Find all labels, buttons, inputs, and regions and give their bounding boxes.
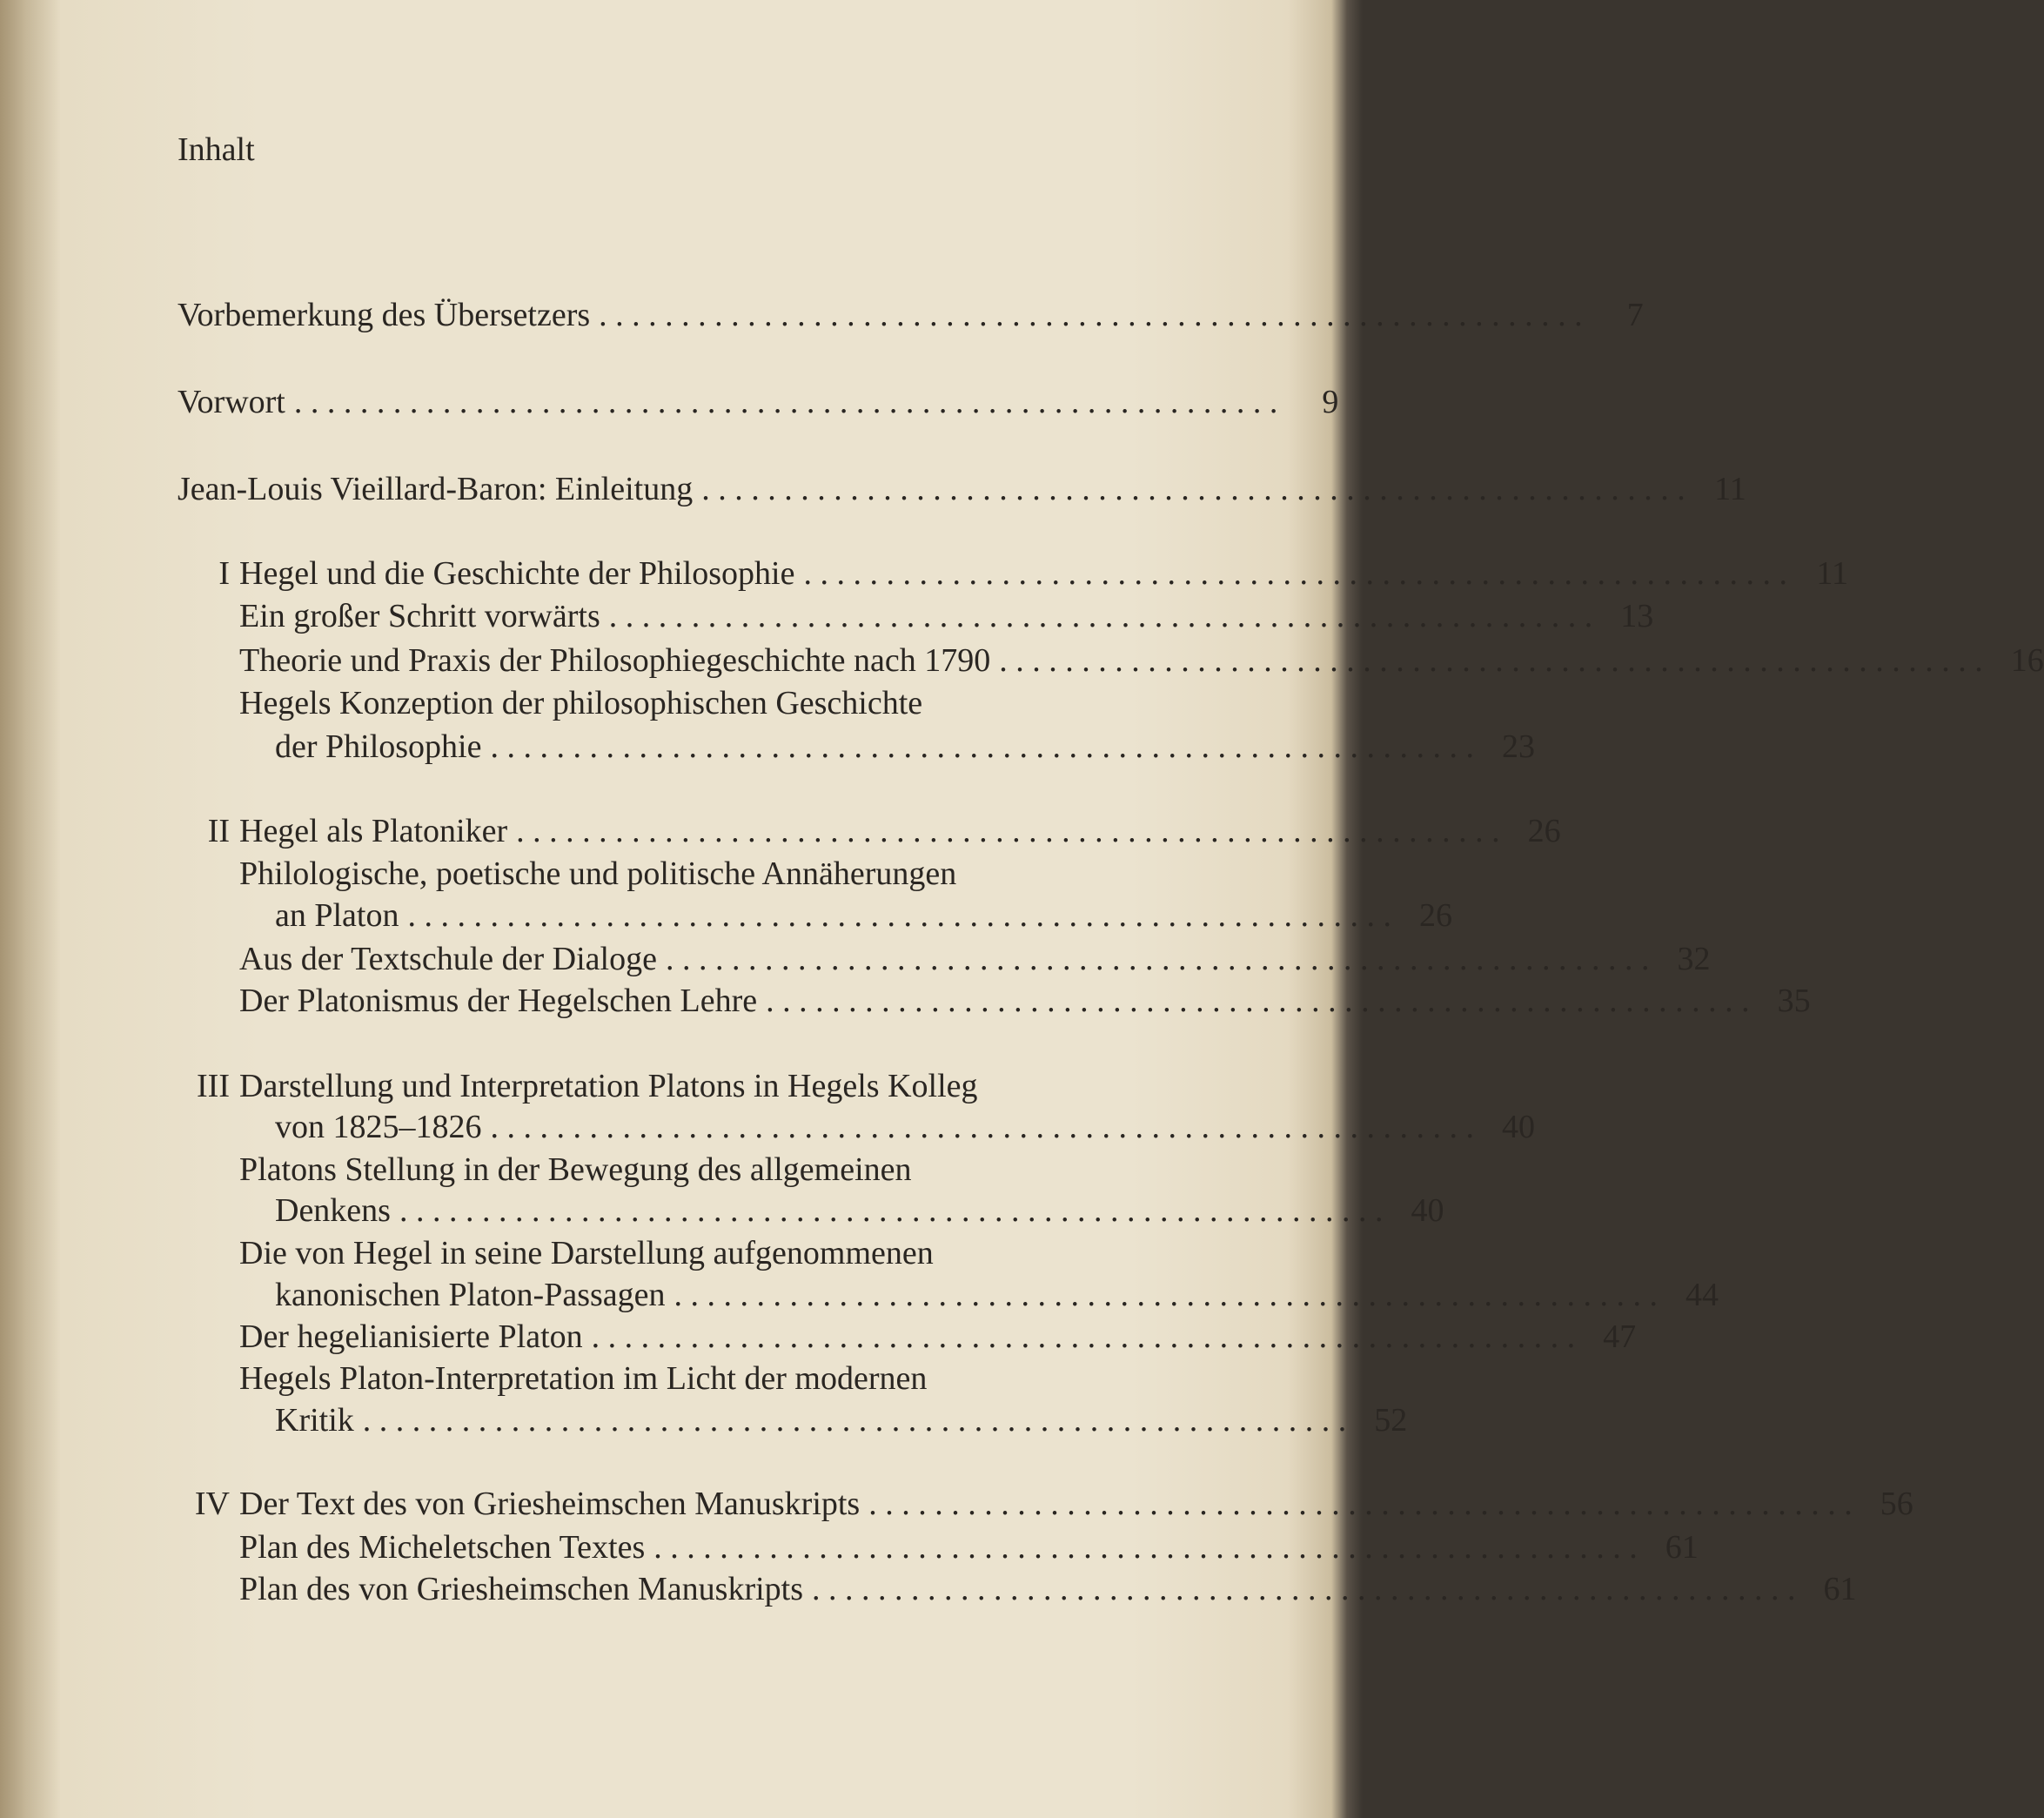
chapter-numeral: I [218, 555, 230, 592]
entry-title: Ein großer Schritt vorwärts [239, 598, 600, 634]
entry-title: Hegels Platon-Interpretation im Licht der modernen [239, 1360, 928, 1397]
toc-entry [0, 809, 1561, 853]
entry-title: Hegels Konzeption der philosophischen Geschichte [239, 685, 923, 721]
toc-entry-continuation [0, 1273, 1719, 1317]
entry-title: kanonischen Platon-Passagen [275, 1277, 666, 1313]
entry-title: von 1825–1826 [275, 1109, 482, 1145]
entry-title: Plan des von Griesheimschen Manuskripts [239, 1571, 804, 1607]
entry-title: Der hegelianisierte Platon [239, 1318, 583, 1355]
toc-entry-continuation [0, 1189, 1444, 1232]
toc-entry [0, 1482, 1913, 1526]
entry-title: Philologische, poetische und politische Annäherungen [239, 855, 957, 892]
entry-title: Vorwort [178, 384, 285, 420]
toc-entry [0, 937, 1711, 981]
entry-title: Der Text des von Griesheimschen Manuskripts [239, 1486, 861, 1522]
toc-entry [0, 552, 1848, 595]
page-number: 32 [1677, 941, 1711, 977]
dot-leader: . . . . . . . . . . . . . . . . . . . . . . . . . . . . . . . . . . . . . . . . . . . . . . . . . . . . . . . . . . . . [766, 983, 1750, 1019]
toc-entry [0, 293, 1644, 337]
toc-entry [0, 1357, 1246, 1400]
page-number: 11 [1714, 471, 1746, 507]
dot-leader: . . . . . . . . . . . . . . . . . . . . . . . . . . . . . . . . . . . . . . . . . . . . . . . . . . . . . . . . . . . . [868, 1486, 1853, 1522]
page-number: 44 [1685, 1277, 1719, 1313]
toc-entry-continuation [0, 1399, 1408, 1442]
dot-leader: . . . . . . . . . . . . . . . . . . . . . . . . . . . . . . . . . . . . . . . . . . . . . . . . . . . . . . . . . . . . [608, 598, 1593, 634]
page-number: 40 [1411, 1192, 1444, 1229]
page-number: 23 [1501, 728, 1535, 765]
entry-title: Hegel als Platoniker [239, 813, 508, 849]
toc-entry-continuation [0, 1105, 1535, 1149]
toc-entry [0, 1526, 1699, 1569]
entry-title: Der Platonismus der Hegelschen Lehre [239, 983, 758, 1019]
toc-entry [0, 852, 1246, 896]
entry-title: Denkens [275, 1192, 391, 1229]
toc-entry [0, 380, 1339, 424]
page-number: 26 [1527, 813, 1561, 849]
entry-title: der Philosophie [275, 728, 482, 765]
page-number: 52 [1374, 1402, 1408, 1439]
toc-entry [0, 1567, 1857, 1611]
dot-leader: . . . . . . . . . . . . . . . . . . . . . . . . . . . . . . . . . . . . . . . . . . . . . . . . . . . . . . . . . . . . [674, 1277, 1659, 1313]
toc-heading: Inhalt [178, 131, 255, 168]
entry-title: Kritik [275, 1402, 354, 1439]
entry-title: Plan des Micheletschen Textes [239, 1529, 646, 1566]
toc-entry [0, 1231, 1246, 1275]
chapter-numeral: II [207, 813, 230, 849]
toc-entry [0, 681, 1246, 725]
toc-entry [0, 467, 1746, 511]
dot-leader: . . . . . . . . . . . . . . . . . . . . . . . . . . . . . . . . . . . . . . . . . . . . . . . . . . . . . . . . . . . . [490, 728, 1474, 765]
dot-leader: . . . . . . . . . . . . . . . . . . . . . . . . . . . . . . . . . . . . . . . . . . . . . . . . . . . . . . . . . . . . [999, 642, 1983, 679]
page-number: 26 [1418, 897, 1452, 934]
page-number: 47 [1603, 1318, 1637, 1355]
dot-leader: . . . . . . . . . . . . . . . . . . . . . . . . . . . . . . . . . . . . . . . . . . . . . . . . . . . . . . . . . . . . [599, 297, 1583, 333]
dot-leader: . . . . . . . . . . . . . . . . . . . . . . . . . . . . . . . . . . . . . . . . . . . . . . . . . . . . . . . . . . . . [516, 813, 1500, 849]
toc-entry [0, 979, 1811, 1023]
toc-entry-continuation [0, 725, 1535, 768]
dot-leader: . . . . . . . . . . . . . . . . . . . . . . . . . . . . . . . . . . . . . . . . . . . . . . . . . . . . . . . . . . . . [362, 1402, 1347, 1439]
toc-entry [0, 1148, 1246, 1191]
page-number: 16 [2010, 642, 2044, 679]
dot-leader: . . . . . . . . . . . . . . . . . . . . . . . . . . . . . . . . . . . . . . . . . . . . . . . . . . . . . . . . . . . . [812, 1571, 1796, 1607]
entry-title: Vorbemerkung des Übersetzers [178, 297, 591, 333]
page-number: 56 [1880, 1486, 1913, 1522]
toc-entry [0, 594, 1654, 638]
dot-leader: . . . . . . . . . . . . . . . . . . . . . . . . . . . . . . . . . . . . . . . . . . . . . . . . . . . . . . . . . . . . [665, 941, 1650, 977]
dot-leader: . . . . . . . . . . . . . . . . . . . . . . . . . . . . . . . . . . . . . . . . . . . . . . . . . . . . . . . . . . . . [803, 555, 1787, 592]
page-number: 9 [1322, 384, 1339, 420]
toc-entry [0, 1315, 1637, 1358]
page-number: 35 [1777, 983, 1811, 1019]
dot-leader: . . . . . . . . . . . . . . . . . . . . . . . . . . . . . . . . . . . . . . . . . . . . . . . . . . . . . . . . . . . . [407, 897, 1391, 934]
entry-title: Die von Hegel in seine Darstellung aufgenommenen [239, 1235, 934, 1271]
page-number: 61 [1665, 1529, 1699, 1566]
toc-entry-continuation [0, 894, 1452, 937]
page-number: 11 [1816, 555, 1848, 592]
dot-leader: . . . . . . . . . . . . . . . . . . . . . . . . . . . . . . . . . . . . . . . . . . . . . . . . . . . . . . . . . . . . [653, 1529, 1638, 1566]
entry-title: Aus der Textschule der Dialoge [239, 941, 657, 977]
entry-title: Hegel und die Geschichte der Philosophie [239, 555, 795, 592]
dot-leader: . . . . . . . . . . . . . . . . . . . . . . . . . . . . . . . . . . . . . . . . . . . . . . . . . . . . . . . . . . . . [293, 384, 1278, 420]
page-number: 13 [1620, 598, 1654, 634]
toc-entry [0, 639, 2044, 682]
entry-title: Jean-Louis Vieillard-Baron: Einleitung [178, 471, 694, 507]
chapter-numeral: IV [194, 1486, 230, 1522]
chapter-numeral: III [197, 1068, 230, 1104]
page-number: 7 [1626, 297, 1644, 333]
page-number: 61 [1823, 1571, 1857, 1607]
toc-entry [0, 1064, 1246, 1108]
entry-title: an Platon [275, 897, 399, 934]
entry-title: Theorie und Praxis der Philosophiegeschichte nach 1790 [239, 642, 991, 679]
page-number: 40 [1502, 1109, 1535, 1145]
dot-leader: . . . . . . . . . . . . . . . . . . . . . . . . . . . . . . . . . . . . . . . . . . . . . . . . . . . . . . . . . . . . [701, 471, 1685, 507]
entry-title: Platons Stellung in der Bewegung des allgemeinen [239, 1151, 912, 1188]
dot-leader: . . . . . . . . . . . . . . . . . . . . . . . . . . . . . . . . . . . . . . . . . . . . . . . . . . . . . . . . . . . . [591, 1318, 1576, 1355]
dot-leader: . . . . . . . . . . . . . . . . . . . . . . . . . . . . . . . . . . . . . . . . . . . . . . . . . . . . . . . . . . . . [490, 1109, 1474, 1145]
entry-title: Darstellung und Interpretation Platons in Hegels Kolleg [239, 1068, 978, 1104]
dot-leader: . . . . . . . . . . . . . . . . . . . . . . . . . . . . . . . . . . . . . . . . . . . . . . . . . . . . . . . . . . . . [399, 1192, 1384, 1229]
